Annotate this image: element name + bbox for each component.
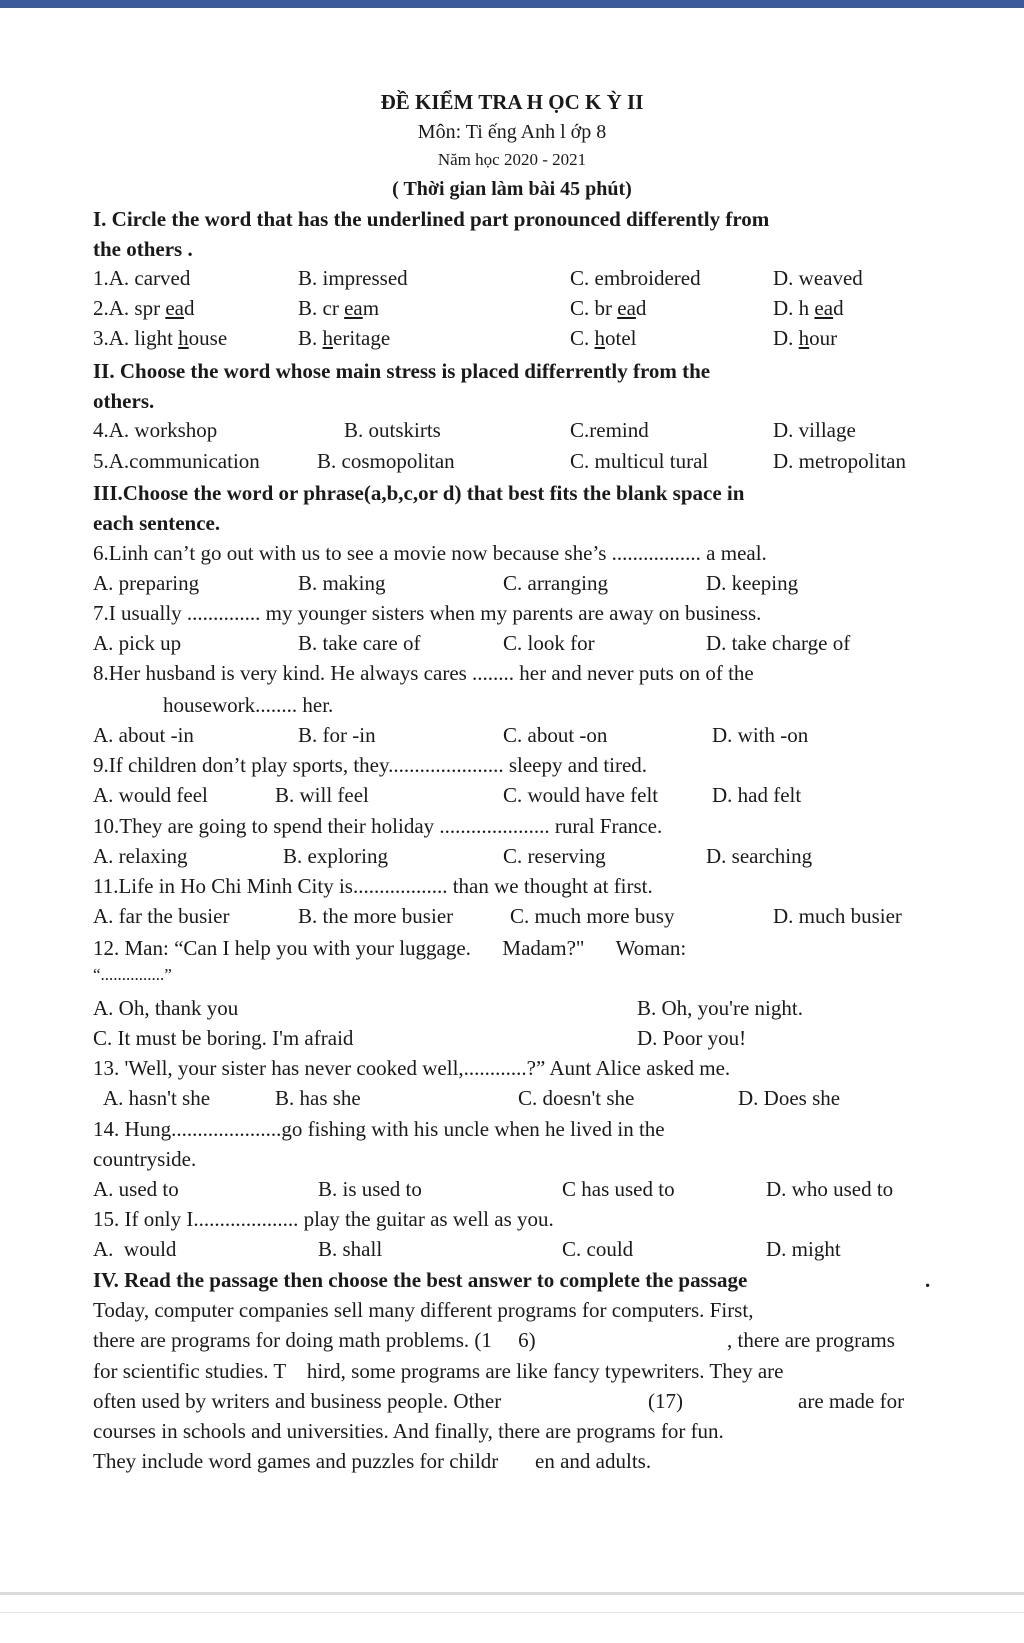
q1-option-d: D. weaved [773, 266, 863, 290]
q10-option-b: B. exploring [283, 844, 388, 868]
passage-line-2-end: , there are programs [727, 1328, 895, 1352]
q12-question-cont: “...............” [93, 965, 172, 984]
q12-option-b: B. Oh, you're night. [637, 996, 803, 1020]
q8-question: 8.Her husband is very kind. He always cares ........ her and never puts on of the [93, 661, 754, 685]
q1-option-c: C. embroidered [570, 266, 701, 290]
q12-option-a: A. Oh, thank you [93, 996, 239, 1020]
q8-option-c: C. about -on [503, 723, 608, 747]
q15-option-a: A. would [93, 1237, 177, 1261]
q9-option-b: B. will feel [275, 783, 369, 807]
q14-option-a: A. used to [93, 1177, 179, 1201]
school-year: Năm học 2020 - 2021 [437, 150, 587, 169]
section-1-heading-cont: the others . [93, 237, 193, 261]
q2-option-b: B. cr eam [298, 296, 380, 320]
q10-option-d: D. searching [706, 844, 813, 868]
q8-option-d: D. with -on [712, 723, 809, 747]
q8-option-b: B. for -in [298, 723, 376, 747]
q5-option-a: 5.A.communication [93, 449, 260, 473]
q8-question-cont: housework........ her. [163, 693, 334, 717]
q13-option-b: B. has she [275, 1086, 361, 1110]
passage-line-3: for scientific studies. T hird, some programs are like fancy typewriters. They are [93, 1359, 784, 1383]
q3-option-a: 3.A. light house [93, 326, 228, 350]
q2-option-c: C. br ead [570, 296, 647, 320]
q5-option-d: D. metropolitan [773, 449, 906, 473]
q1-option-b: B. impressed [298, 266, 408, 290]
q12-option-c: C. It must be boring. I'm afraid [93, 1026, 354, 1050]
q4-option-d: D. village [773, 418, 856, 442]
q15-option-c: C. could [562, 1237, 634, 1261]
q13-option-a: A. hasn't she [103, 1086, 211, 1110]
section-2-heading-cont: others. [93, 389, 155, 413]
q11-option-d: D. much busier [773, 904, 902, 928]
q14-option-b: B. is used to [318, 1177, 422, 1201]
q13-question: 13. 'Well, your sister has never cooked well,............?” Aunt Alice asked me. [93, 1056, 731, 1080]
q13-option-d: D. Does she [738, 1086, 841, 1110]
exam-title: ĐỀ KIỂM TRA H ỌC K Ỳ II [380, 90, 644, 114]
q4-option-b: B. outskirts [344, 418, 441, 442]
q12-question: 12. Man: “Can I help you with your luggage. Madam?" Woman: [93, 936, 687, 960]
q14-option-d: D. who used to [766, 1177, 894, 1201]
q11-question: 11.Life in Ho Chi Minh City is.................. than we thought at first. [93, 874, 653, 898]
q5-option-c: C. multicul tural [570, 449, 709, 473]
q6-option-a: A. preparing [93, 571, 200, 595]
q2-option-d: D. h ead [773, 296, 844, 320]
q6-option-b: B. making [298, 571, 386, 595]
q6-option-c: C. arranging [503, 571, 608, 595]
q7-option-d: D. take charge of [706, 631, 851, 655]
passage-blank-17: (17) [648, 1389, 683, 1413]
q14-question: 14. Hung.....................go fishing with his uncle when he lived in the [93, 1117, 665, 1141]
q7-option-b: B. take care of [298, 631, 421, 655]
q10-question: 10.They are going to spend their holiday ..................... rural France. [93, 814, 663, 838]
q9-question: 9.If children don’t play sports, they...................... sleepy and tired. [93, 753, 648, 777]
q4-option-c: C.remind [570, 418, 649, 442]
section-1-heading: I. Circle the word that has the underlined part pronounced differently from [93, 207, 770, 231]
q3-option-c: C. hotel [570, 326, 637, 350]
q3-option-b: B. heritage [298, 326, 391, 350]
q9-option-a: A. would feel [93, 783, 208, 807]
passage-line-5: courses in schools and universities. And finally, there are programs for fun. [93, 1419, 724, 1443]
section-4-heading: IV. Read the passage then choose the best answer to complete the passage [93, 1268, 748, 1292]
q10-option-c: C. reserving [503, 844, 606, 868]
q13-option-c: C. doesn't she [518, 1086, 635, 1110]
q12-option-d: D. Poor you! [637, 1026, 747, 1050]
time-limit: ( Thời gian làm bài 45 phút) [392, 178, 632, 200]
passage-line-2: there are programs for doing math problems. (1 6) [93, 1328, 536, 1352]
q5-option-b: B. cosmopolitan [317, 449, 455, 473]
subject-line: Môn: Ti ếng Anh l ớp 8 [417, 121, 607, 143]
section-4-heading-dot: . [925, 1268, 931, 1292]
q7-question: 7.I usually .............. my younger sisters when my parents are away on business. [93, 601, 762, 625]
q3-option-d: D. hour [773, 326, 838, 350]
q15-option-d: D. might [766, 1237, 841, 1261]
bottom-divider-secondary [0, 1612, 1024, 1613]
q7-option-c: C. look for [503, 631, 595, 655]
q4-option-a: 4.A. workshop [93, 418, 218, 442]
q9-option-c: C. would have felt [503, 783, 659, 807]
q2-option-a: 2.A. spr ead [93, 296, 195, 320]
section-3-heading: III.Choose the word or phrase(a,b,c,or d) that best fits the blank space in [93, 481, 745, 505]
passage-line-4-end: are made for [798, 1389, 905, 1413]
q15-question: 15. If only I.................... play the guitar as well as you. [93, 1207, 554, 1231]
q15-option-b: B. shall [318, 1237, 383, 1261]
q14-question-cont: countryside. [93, 1147, 197, 1171]
section-2-heading: II. Choose the word whose main stress is placed differrently from the [93, 359, 711, 383]
q14-option-c: C has used to [562, 1177, 675, 1201]
q6-question: 6.Linh can’t go out with us to see a movie now because she’s ................. a meal. [93, 541, 767, 565]
q8-option-a: A. about -in [93, 723, 194, 747]
q6-option-d: D. keeping [706, 571, 799, 595]
bottom-divider [0, 1592, 1024, 1595]
q9-option-d: D. had felt [712, 783, 802, 807]
q11-option-a: A. far the busier [93, 904, 230, 928]
q11-option-b: B. the more busier [298, 904, 454, 928]
passage-line-1: Today, computer companies sell many different programs for computers. First, [93, 1298, 754, 1322]
q10-option-a: A. relaxing [93, 844, 188, 868]
q1-option-a: 1.A. carved [93, 266, 191, 290]
passage-line-4: often used by writers and business people. Other [93, 1389, 502, 1413]
passage-line-6: They include word games and puzzles for childr en and adults. [93, 1449, 652, 1473]
section-3-heading-cont: each sentence. [93, 511, 221, 535]
q7-option-a: A. pick up [93, 631, 182, 655]
q11-option-c: C. much more busy [510, 904, 675, 928]
